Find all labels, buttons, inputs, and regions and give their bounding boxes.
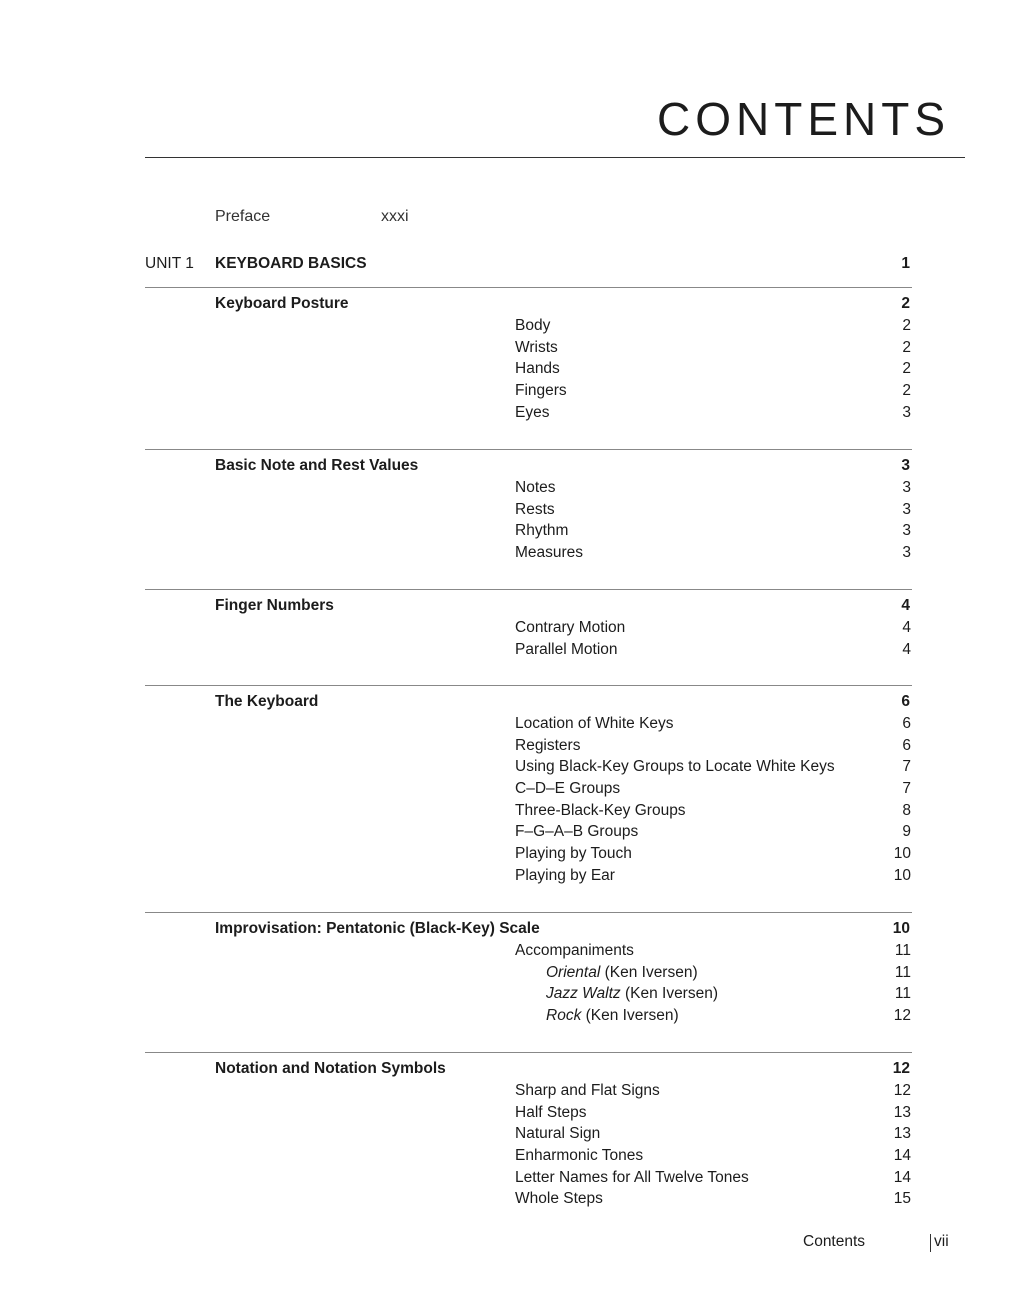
entry-page-number: 6 <box>902 736 911 754</box>
entry-page-number: 8 <box>902 801 911 819</box>
section-title[interactable]: Improvisation: Pentatonic (Black-Key) Scale <box>215 920 540 937</box>
toc-entry[interactable] <box>515 983 911 1005</box>
section-entries <box>515 315 911 423</box>
entry-label: Body <box>515 317 551 334</box>
entry-label: Sharp and Flat Signs <box>515 1082 660 1099</box>
toc-entry[interactable] <box>515 962 911 984</box>
entry-page-number: 10 <box>893 845 911 863</box>
entry-page-number: 13 <box>893 1125 911 1143</box>
entry-label <box>515 962 698 984</box>
entry-piece-title: Rock <box>546 1007 582 1025</box>
entry-label <box>515 983 718 1005</box>
section-entries <box>515 477 911 564</box>
entry-page-number: 11 <box>894 985 911 1003</box>
entry-page-number: 11 <box>894 942 911 959</box>
entry-label: Registers <box>515 736 581 754</box>
section-divider <box>145 287 912 288</box>
section-page-number: 6 <box>901 693 910 710</box>
section-page-number: 10 <box>892 920 910 937</box>
entry-label: Natural Sign <box>515 1125 601 1143</box>
entry-label: Rhythm <box>515 522 569 540</box>
toc-entry[interactable] <box>515 402 911 424</box>
entry-page-number: 12 <box>893 1007 911 1025</box>
entry-page-number: 3 <box>902 544 911 562</box>
entry-composer: (Ken Iversen) <box>600 963 698 981</box>
unit-page-number: 1 <box>901 255 910 272</box>
toc-entry[interactable] <box>515 713 911 735</box>
toc-entry[interactable] <box>515 617 911 639</box>
toc-entry[interactable] <box>515 756 911 778</box>
entry-label: F–G–A–B Groups <box>515 823 639 841</box>
entry-label: Fingers <box>515 382 567 400</box>
entry-page-number: 2 <box>902 382 911 400</box>
toc-entry[interactable] <box>515 315 911 337</box>
toc-entry[interactable] <box>515 1145 911 1167</box>
entry-page-number: 4 <box>902 619 911 636</box>
toc-entry[interactable] <box>515 1188 911 1210</box>
page-title: CONTENTS <box>657 93 950 145</box>
toc-entry[interactable] <box>515 800 911 822</box>
section-divider <box>145 912 912 913</box>
entry-label: Accompaniments <box>515 942 634 959</box>
toc-entry[interactable] <box>515 477 911 499</box>
toc-entry[interactable] <box>515 542 911 564</box>
section-page-number: 12 <box>892 1060 910 1077</box>
entry-page-number: 7 <box>902 780 911 798</box>
entry-label: Notes <box>515 479 556 496</box>
section-divider <box>145 589 912 590</box>
toc-entry[interactable] <box>515 520 911 542</box>
entry-page-number: 6 <box>902 715 911 732</box>
entry-label: Whole Steps <box>515 1190 603 1208</box>
preface-page-number: xxxi <box>381 208 409 225</box>
entry-label: Hands <box>515 360 560 378</box>
section-title[interactable]: Keyboard Posture <box>215 295 349 312</box>
entry-page-number: 15 <box>893 1190 911 1208</box>
entry-page-number: 14 <box>893 1147 911 1165</box>
entry-label: Half Steps <box>515 1103 587 1121</box>
entry-piece-title: Jazz Waltz <box>546 985 621 1003</box>
toc-entry[interactable] <box>515 337 911 359</box>
footer-divider <box>930 1234 931 1252</box>
entry-label: Enharmonic Tones <box>515 1147 644 1165</box>
section-page-number: 3 <box>901 457 910 474</box>
entry-page-number: 14 <box>893 1168 911 1186</box>
toc-entry[interactable] <box>515 380 911 402</box>
toc-entry[interactable] <box>515 821 911 843</box>
entry-page-number: 2 <box>902 338 911 356</box>
section-entries <box>515 1080 911 1210</box>
entry-label: Using Black-Key Groups to Locate White Keys <box>515 758 835 776</box>
entry-label: Eyes <box>515 403 550 421</box>
entry-page-number: 4 <box>902 640 911 658</box>
entry-page-number: 3 <box>902 522 911 540</box>
section-title[interactable]: Finger Numbers <box>215 597 334 614</box>
unit-title[interactable]: KEYBOARD BASICS <box>215 255 367 272</box>
entry-label: Playing by Touch <box>515 845 632 863</box>
entry-page-number: 2 <box>902 360 911 378</box>
toc-entry[interactable] <box>515 1005 911 1027</box>
entry-label: Contrary Motion <box>515 619 626 636</box>
toc-entry[interactable] <box>515 1123 911 1145</box>
entry-page-number: 9 <box>902 823 911 841</box>
entry-composer: (Ken Iversen) <box>581 1007 679 1025</box>
entry-page-number: 7 <box>902 758 911 776</box>
toc-entry[interactable] <box>515 940 911 962</box>
entry-label: C–D–E Groups <box>515 780 621 798</box>
entry-composer: (Ken Iversen) <box>620 985 719 1003</box>
section-divider <box>145 685 912 686</box>
section-entries <box>515 713 911 887</box>
title-divider <box>145 157 965 158</box>
preface-label[interactable]: Preface <box>215 208 271 225</box>
entry-label: Playing by Ear <box>515 866 615 884</box>
entry-label: Three-Black-Key Groups <box>515 801 686 819</box>
section-entries <box>515 940 911 1027</box>
toc-entry[interactable] <box>515 639 911 661</box>
toc-entry[interactable] <box>515 1167 911 1189</box>
toc-entry[interactable] <box>515 843 911 865</box>
entry-page-number: 13 <box>893 1103 911 1121</box>
section-title[interactable]: Notation and Notation Symbols <box>215 1060 446 1077</box>
entry-label: Location of White Keys <box>515 715 674 732</box>
toc-entry[interactable] <box>515 1102 911 1124</box>
entry-page-number: 2 <box>902 317 911 334</box>
section-title[interactable]: Basic Note and Rest Values <box>215 457 419 474</box>
entry-page-number: 3 <box>902 403 911 421</box>
entry-piece-title: Oriental <box>546 963 601 981</box>
toc-entry[interactable] <box>515 865 911 887</box>
section-entries <box>515 617 911 660</box>
toc-entry[interactable] <box>515 358 911 380</box>
footer-page-number: vii <box>934 1233 949 1250</box>
toc-entry[interactable] <box>515 1080 911 1102</box>
entry-label: Letter Names for All Twelve Tones <box>515 1168 749 1186</box>
entry-page-number: 11 <box>894 963 911 981</box>
entry-label: Parallel Motion <box>515 640 618 658</box>
toc-entry[interactable] <box>515 778 911 800</box>
section-page-number: 2 <box>901 295 910 312</box>
entry-label: Rests <box>515 500 555 518</box>
entry-page-number: 12 <box>893 1082 911 1099</box>
entry-label: Measures <box>515 544 584 562</box>
entry-label: Wrists <box>515 338 558 356</box>
toc-entry[interactable] <box>515 735 911 757</box>
section-title[interactable]: The Keyboard <box>215 693 319 710</box>
section-divider <box>145 1052 912 1053</box>
toc-entry[interactable] <box>515 499 911 521</box>
entry-label <box>515 1005 679 1027</box>
section-divider <box>145 449 912 450</box>
entry-page-number: 3 <box>902 479 911 496</box>
section-page-number: 4 <box>901 597 910 614</box>
entry-page-number: 3 <box>902 500 911 518</box>
entry-page-number: 10 <box>893 866 911 884</box>
footer-label: Contents <box>803 1233 866 1250</box>
unit-label: UNIT 1 <box>145 255 194 272</box>
